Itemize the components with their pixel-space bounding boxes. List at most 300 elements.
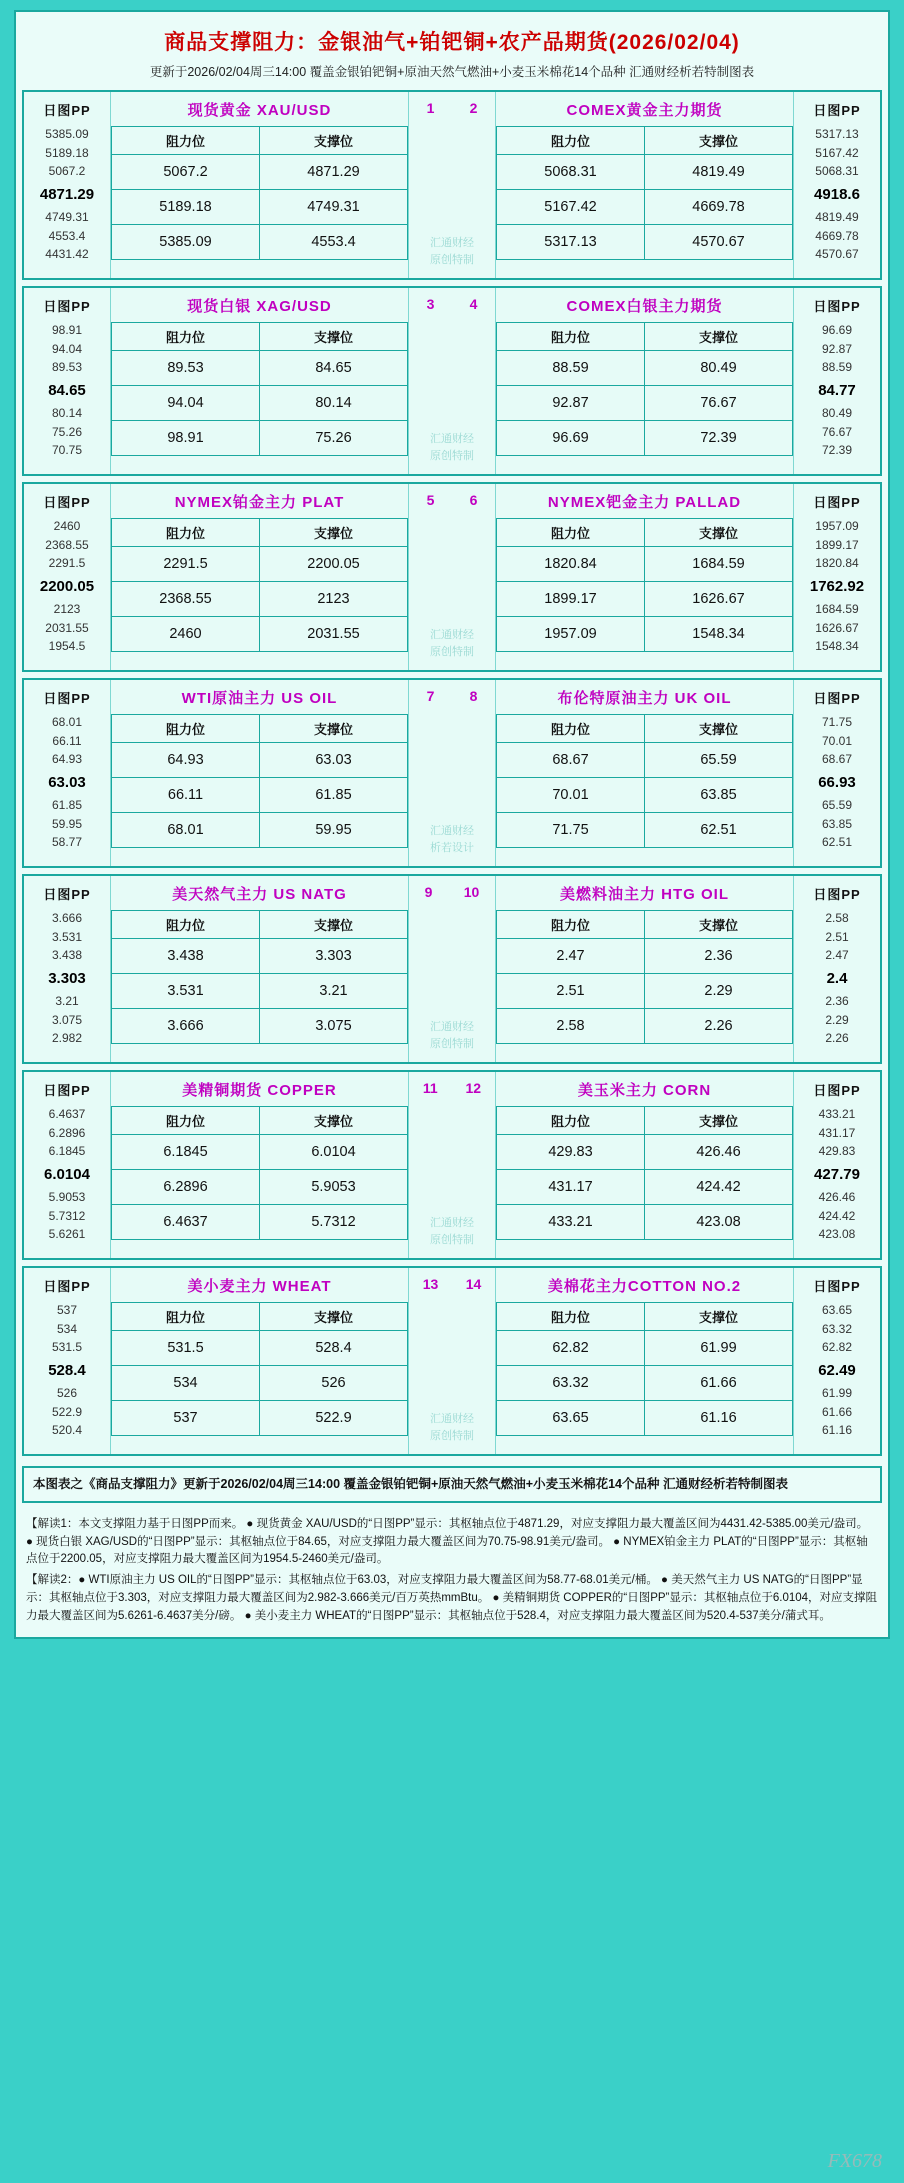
pivot-level-value: 6.2896 bbox=[48, 1125, 86, 1140]
support-value: 3.303 bbox=[260, 939, 408, 974]
resistance-value: 63.32 bbox=[497, 1366, 645, 1401]
support-value: 61.16 bbox=[645, 1401, 793, 1436]
pivot-level-value: 76.67 bbox=[821, 424, 852, 439]
instrument-pair-block bbox=[22, 286, 882, 476]
pivot-side-left bbox=[24, 92, 111, 278]
table-row bbox=[112, 813, 408, 848]
pp-label: 日图PP bbox=[813, 495, 861, 510]
support-value: 4819.49 bbox=[645, 155, 793, 190]
block-index-numbers bbox=[409, 680, 495, 704]
instrument-name: 美小麦主力 WHEAT bbox=[187, 1278, 332, 1295]
pivot-level-value: 5068.31 bbox=[815, 164, 859, 179]
support-header: 支撑位 bbox=[260, 1303, 408, 1331]
pivot-level-value: 80.14 bbox=[51, 406, 82, 421]
resistance-value: 89.53 bbox=[112, 351, 260, 386]
pivot-level-value: 89.53 bbox=[51, 360, 82, 375]
pivot-side-left bbox=[24, 288, 111, 474]
pivot-level-list bbox=[818, 713, 856, 852]
resistance-value: 1820.84 bbox=[497, 547, 645, 582]
watermark-line: 原创特制 bbox=[430, 449, 474, 462]
support-value: 4570.67 bbox=[645, 225, 793, 260]
resistance-value: 6.4637 bbox=[112, 1205, 260, 1240]
levels-table bbox=[496, 518, 793, 652]
support-header: 支撑位 bbox=[260, 519, 408, 547]
block-center-column bbox=[408, 876, 496, 1062]
pivot-level-value: 1548.34 bbox=[815, 639, 859, 654]
support-value: 522.9 bbox=[260, 1401, 408, 1436]
pivot-level-value: 64.93 bbox=[51, 752, 82, 767]
watermark-line: 汇通财经 bbox=[430, 629, 474, 641]
resistance-header: 阻力位 bbox=[497, 127, 645, 155]
watermark-text bbox=[430, 431, 474, 464]
support-value: 2.29 bbox=[645, 974, 793, 1009]
support-value: 2200.05 bbox=[260, 547, 408, 582]
pivot-level-list bbox=[40, 125, 94, 264]
support-value: 3.075 bbox=[260, 1009, 408, 1044]
watermark-line: 原创特制 bbox=[430, 645, 474, 658]
pivot-level-value: 65.59 bbox=[821, 798, 852, 813]
resistance-value: 531.5 bbox=[112, 1331, 260, 1366]
table-row bbox=[112, 386, 408, 421]
pivot-level-value: 70.75 bbox=[51, 443, 82, 458]
pivot-level-value: 431.17 bbox=[818, 1125, 856, 1140]
support-value: 2.36 bbox=[645, 939, 793, 974]
resistance-value: 534 bbox=[112, 1366, 260, 1401]
watermark-line: 汇通财经 bbox=[430, 1217, 474, 1229]
pivot-level-value: 63.65 bbox=[821, 1303, 852, 1317]
instrument-name: 现货白银 XAG/USD bbox=[187, 298, 332, 315]
support-value: 528.4 bbox=[260, 1331, 408, 1366]
instrument-panel bbox=[111, 1268, 408, 1454]
support-value: 423.08 bbox=[645, 1205, 793, 1240]
support-value: 1626.67 bbox=[645, 582, 793, 617]
support-header: 支撑位 bbox=[645, 911, 793, 939]
watermark-text bbox=[430, 823, 474, 856]
support-value: 4871.29 bbox=[260, 155, 408, 190]
support-header: 支撑位 bbox=[645, 127, 793, 155]
pivot-level-value: 5317.13 bbox=[815, 127, 859, 141]
pivot-level-list bbox=[48, 909, 86, 1048]
table-row bbox=[112, 421, 408, 456]
resistance-value: 2368.55 bbox=[112, 582, 260, 617]
pivot-level-list bbox=[48, 713, 86, 852]
support-value: 72.39 bbox=[645, 421, 793, 456]
table-row bbox=[112, 778, 408, 813]
table-row bbox=[112, 155, 408, 190]
pivot-level-value: 61.85 bbox=[51, 798, 82, 813]
pivot-level-list bbox=[814, 1105, 860, 1244]
pivot-level-value: 3.666 bbox=[51, 911, 82, 925]
pivot-level-value: 4819.49 bbox=[815, 210, 859, 225]
instrument-panel bbox=[496, 1268, 793, 1454]
pivot-level-list bbox=[48, 1301, 86, 1440]
support-header: 支撑位 bbox=[645, 323, 793, 351]
table-row bbox=[112, 225, 408, 260]
table-row bbox=[497, 778, 793, 813]
pivot-level-value: 61.16 bbox=[821, 1423, 852, 1438]
pivot-level-value: 537 bbox=[56, 1303, 77, 1317]
block-center-column bbox=[408, 1268, 496, 1454]
pivot-level-value: 68.67 bbox=[821, 752, 852, 767]
pivot-point-value: 2.4 bbox=[826, 969, 848, 987]
support-value: 2.26 bbox=[645, 1009, 793, 1044]
pivot-level-value: 424.42 bbox=[818, 1208, 856, 1223]
block-center-column bbox=[408, 92, 496, 278]
block-index-right: 4 bbox=[469, 296, 478, 312]
resistance-value: 1957.09 bbox=[497, 617, 645, 652]
table-row bbox=[112, 1331, 408, 1366]
pivot-level-value: 5.7312 bbox=[48, 1208, 86, 1223]
pivot-level-value: 534 bbox=[56, 1321, 77, 1336]
levels-table bbox=[111, 714, 408, 848]
resistance-value: 5167.42 bbox=[497, 190, 645, 225]
block-index-left: 5 bbox=[426, 492, 435, 508]
pivot-point-value: 4871.29 bbox=[39, 185, 95, 203]
pivot-level-value: 3.531 bbox=[51, 929, 82, 944]
instrument-pair-block bbox=[22, 90, 882, 280]
table-row bbox=[112, 582, 408, 617]
instrument-name: COMEX白银主力期货 bbox=[566, 298, 723, 315]
pivot-level-value: 3.075 bbox=[51, 1012, 82, 1027]
pivot-level-value: 423.08 bbox=[818, 1227, 856, 1242]
instrument-pair-block bbox=[22, 1266, 882, 1456]
support-value: 5.9053 bbox=[260, 1170, 408, 1205]
resistance-value: 5067.2 bbox=[112, 155, 260, 190]
resistance-value: 2.51 bbox=[497, 974, 645, 1009]
instrument-pair-block bbox=[22, 678, 882, 868]
table-row bbox=[497, 617, 793, 652]
block-center-column bbox=[408, 680, 496, 866]
support-value: 61.66 bbox=[645, 1366, 793, 1401]
support-header: 支撑位 bbox=[645, 715, 793, 743]
pp-label: 日图PP bbox=[43, 299, 91, 314]
instrument-panel bbox=[496, 484, 793, 670]
pivot-point-value: 427.79 bbox=[814, 1165, 860, 1183]
pivot-level-list bbox=[48, 321, 86, 460]
resistance-value: 3.666 bbox=[112, 1009, 260, 1044]
watermark-line: 原创特制 bbox=[430, 1037, 474, 1050]
table-row bbox=[497, 1331, 793, 1366]
pivot-level-value: 63.32 bbox=[821, 1321, 852, 1336]
table-row bbox=[112, 547, 408, 582]
resistance-value: 2291.5 bbox=[112, 547, 260, 582]
instrument-name: NYMEX钯金主力 PALLAD bbox=[547, 494, 742, 511]
pivot-level-value: 1626.67 bbox=[815, 620, 859, 635]
pivot-side-right bbox=[793, 1072, 880, 1258]
support-value: 61.99 bbox=[645, 1331, 793, 1366]
support-value: 80.14 bbox=[260, 386, 408, 421]
watermark-line: 原创特制 bbox=[430, 1233, 474, 1246]
pivot-level-value: 531.5 bbox=[51, 1340, 82, 1355]
pivot-level-value: 1899.17 bbox=[815, 537, 859, 552]
pp-label: 日图PP bbox=[813, 103, 861, 118]
resistance-header: 阻力位 bbox=[497, 1107, 645, 1135]
table-row bbox=[497, 386, 793, 421]
report-sheet bbox=[14, 10, 890, 1639]
pivot-point-value: 84.65 bbox=[48, 381, 86, 399]
instrument-panel bbox=[111, 680, 408, 866]
instrument-panel bbox=[111, 92, 408, 278]
pivot-level-value: 2031.55 bbox=[45, 620, 89, 635]
support-header: 支撑位 bbox=[645, 1303, 793, 1331]
table-row bbox=[497, 190, 793, 225]
table-row bbox=[112, 617, 408, 652]
table-row bbox=[112, 1205, 408, 1240]
pivot-level-value: 71.75 bbox=[821, 715, 852, 729]
pp-label: 日图PP bbox=[43, 691, 91, 706]
instrument-pair-block bbox=[22, 874, 882, 1064]
support-value: 65.59 bbox=[645, 743, 793, 778]
instrument-panel bbox=[496, 288, 793, 474]
block-index-right: 14 bbox=[465, 1276, 482, 1292]
levels-table bbox=[496, 126, 793, 260]
instrument-name: 现货黄金 XAU/USD bbox=[187, 102, 332, 119]
pivot-level-value: 429.83 bbox=[818, 1144, 856, 1159]
resistance-header: 阻力位 bbox=[497, 519, 645, 547]
support-value: 2031.55 bbox=[260, 617, 408, 652]
pivot-level-value: 4749.31 bbox=[45, 210, 89, 225]
levels-table bbox=[111, 1106, 408, 1240]
pivot-level-value: 62.82 bbox=[821, 1340, 852, 1355]
pivot-level-value: 88.59 bbox=[821, 360, 852, 375]
support-value: 59.95 bbox=[260, 813, 408, 848]
resistance-value: 68.01 bbox=[112, 813, 260, 848]
watermark-text bbox=[430, 235, 474, 268]
support-value: 84.65 bbox=[260, 351, 408, 386]
watermark-line: 汇通财经 bbox=[430, 825, 474, 837]
pivot-point-value: 62.49 bbox=[818, 1361, 856, 1379]
pivot-level-value: 522.9 bbox=[51, 1404, 82, 1419]
block-index-left: 1 bbox=[426, 100, 435, 116]
instrument-panel bbox=[111, 1072, 408, 1258]
levels-table bbox=[111, 126, 408, 260]
pivot-level-value: 2.58 bbox=[825, 911, 849, 925]
support-value: 80.49 bbox=[645, 351, 793, 386]
pivot-side-right bbox=[793, 1268, 880, 1454]
support-value: 526 bbox=[260, 1366, 408, 1401]
pivot-level-value: 1684.59 bbox=[815, 602, 859, 617]
instrument-panel bbox=[496, 1072, 793, 1258]
instrument-name: 美玉米主力 CORN bbox=[577, 1082, 712, 1099]
support-header: 支撑位 bbox=[260, 323, 408, 351]
resistance-value: 6.1845 bbox=[112, 1135, 260, 1170]
resistance-header: 阻力位 bbox=[497, 715, 645, 743]
pivot-level-list bbox=[818, 321, 856, 460]
pp-label: 日图PP bbox=[813, 1279, 861, 1294]
instrument-name: 布伦特原油主力 UK OIL bbox=[557, 690, 732, 707]
block-center-column bbox=[408, 484, 496, 670]
pivot-level-value: 2368.55 bbox=[45, 537, 89, 552]
block-index-right: 2 bbox=[469, 100, 478, 116]
resistance-value: 66.11 bbox=[112, 778, 260, 813]
instrument-name: 美天然气主力 US NATG bbox=[172, 886, 347, 903]
watermark-text bbox=[430, 1019, 474, 1052]
instrument-panel bbox=[111, 484, 408, 670]
pivot-level-value: 6.4637 bbox=[48, 1107, 86, 1121]
pivot-level-value: 59.95 bbox=[51, 816, 82, 831]
watermark-line: 原创特制 bbox=[430, 1429, 474, 1442]
block-index-left: 11 bbox=[422, 1080, 438, 1096]
resistance-value: 68.67 bbox=[497, 743, 645, 778]
pivot-side-left bbox=[24, 680, 111, 866]
levels-table bbox=[111, 518, 408, 652]
pivot-level-value: 1820.84 bbox=[815, 556, 859, 571]
resistance-value: 70.01 bbox=[497, 778, 645, 813]
pivot-side-right bbox=[793, 876, 880, 1062]
pivot-point-value: 6.0104 bbox=[44, 1165, 90, 1183]
resistance-value: 5317.13 bbox=[497, 225, 645, 260]
pivot-level-value: 2.29 bbox=[825, 1012, 849, 1027]
table-row bbox=[497, 421, 793, 456]
support-value: 2123 bbox=[260, 582, 408, 617]
pivot-side-right bbox=[793, 92, 880, 278]
resistance-value: 71.75 bbox=[497, 813, 645, 848]
block-index-numbers bbox=[409, 92, 495, 116]
instrument-name: COMEX黄金主力期货 bbox=[566, 102, 723, 119]
support-value: 62.51 bbox=[645, 813, 793, 848]
levels-table bbox=[496, 714, 793, 848]
pivot-level-list bbox=[814, 125, 860, 264]
pivot-level-value: 3.21 bbox=[55, 994, 79, 1009]
pivot-point-value: 1762.92 bbox=[809, 577, 865, 595]
levels-table bbox=[111, 1302, 408, 1436]
pp-label: 日图PP bbox=[813, 691, 861, 706]
table-row bbox=[497, 939, 793, 974]
resistance-value: 3.438 bbox=[112, 939, 260, 974]
instrument-pair-block bbox=[22, 1070, 882, 1260]
levels-table bbox=[496, 322, 793, 456]
pivot-level-value: 2.982 bbox=[51, 1031, 82, 1046]
block-index-left: 7 bbox=[426, 688, 435, 704]
pivot-level-value: 5.6261 bbox=[48, 1227, 86, 1242]
instrument-panel bbox=[496, 680, 793, 866]
instrument-panel bbox=[111, 288, 408, 474]
watermark-line: 析若设计 bbox=[430, 841, 474, 854]
block-center-column bbox=[408, 1072, 496, 1258]
levels-table bbox=[496, 910, 793, 1044]
block-index-left: 9 bbox=[424, 884, 433, 900]
pivot-level-value: 5385.09 bbox=[45, 127, 89, 141]
pp-label: 日图PP bbox=[813, 887, 861, 902]
pivot-level-value: 94.04 bbox=[51, 341, 82, 356]
resistance-value: 1899.17 bbox=[497, 582, 645, 617]
resistance-header: 阻力位 bbox=[497, 323, 645, 351]
resistance-value: 92.87 bbox=[497, 386, 645, 421]
watermark-text bbox=[430, 1215, 474, 1248]
table-row bbox=[497, 582, 793, 617]
block-index-right: 8 bbox=[469, 688, 478, 704]
block-index-right: 12 bbox=[465, 1080, 482, 1096]
block-center-column bbox=[408, 288, 496, 474]
resistance-header: 阻力位 bbox=[112, 323, 260, 351]
levels-table bbox=[111, 910, 408, 1044]
page-title: 商品支撑阻力：金银油气+铂钯铜+农产品期货(2026/02/04) bbox=[164, 31, 740, 54]
pivot-point-value: 2200.05 bbox=[39, 577, 95, 595]
resistance-header: 阻力位 bbox=[112, 127, 260, 155]
resistance-value: 88.59 bbox=[497, 351, 645, 386]
table-row bbox=[497, 351, 793, 386]
support-value: 63.03 bbox=[260, 743, 408, 778]
pivot-level-value: 5.9053 bbox=[48, 1190, 86, 1205]
resistance-value: 5068.31 bbox=[497, 155, 645, 190]
block-index-right: 10 bbox=[463, 884, 480, 900]
resistance-value: 537 bbox=[112, 1401, 260, 1436]
block-index-numbers bbox=[409, 1268, 495, 1292]
pivot-level-value: 4570.67 bbox=[815, 247, 859, 262]
watermark-line: 汇通财经 bbox=[430, 1021, 474, 1033]
pivot-side-left bbox=[24, 1268, 111, 1454]
watermark-text bbox=[430, 1411, 474, 1444]
support-value: 4553.4 bbox=[260, 225, 408, 260]
instrument-name: 美精铜期货 COPPER bbox=[182, 1082, 337, 1099]
pivot-level-value: 72.39 bbox=[821, 443, 852, 458]
block-index-numbers bbox=[409, 1072, 495, 1096]
pivot-level-value: 4431.42 bbox=[45, 247, 89, 262]
blocks-container bbox=[16, 90, 888, 1462]
resistance-header: 阻力位 bbox=[497, 1303, 645, 1331]
watermark-line: 汇通财经 bbox=[430, 237, 474, 249]
resistance-value: 2.58 bbox=[497, 1009, 645, 1044]
table-row bbox=[112, 190, 408, 225]
pivot-side-left bbox=[24, 484, 111, 670]
instrument-name: 美棉花主力COTTON NO.2 bbox=[547, 1278, 742, 1295]
support-value: 1548.34 bbox=[645, 617, 793, 652]
support-header: 支撑位 bbox=[645, 519, 793, 547]
instrument-name: NYMEX铂金主力 PLAT bbox=[174, 494, 345, 511]
instrument-name: 美燃料油主力 HTG OIL bbox=[560, 886, 729, 903]
pivot-level-value: 433.21 bbox=[818, 1107, 856, 1121]
pivot-level-value: 4553.4 bbox=[48, 228, 86, 243]
support-value: 4669.78 bbox=[645, 190, 793, 225]
support-value: 6.0104 bbox=[260, 1135, 408, 1170]
pivot-level-value: 61.99 bbox=[821, 1386, 852, 1401]
resistance-header: 阻力位 bbox=[112, 911, 260, 939]
pp-label: 日图PP bbox=[813, 299, 861, 314]
support-value: 426.46 bbox=[645, 1135, 793, 1170]
pivot-side-left bbox=[24, 1072, 111, 1258]
resistance-header: 阻力位 bbox=[112, 715, 260, 743]
pp-label: 日图PP bbox=[43, 103, 91, 118]
table-row bbox=[112, 1170, 408, 1205]
table-row bbox=[497, 225, 793, 260]
instrument-name: WTI原油主力 US OIL bbox=[181, 690, 338, 707]
pivot-level-value: 520.4 bbox=[51, 1423, 82, 1438]
support-header: 支撑位 bbox=[260, 715, 408, 743]
pivot-point-value: 66.93 bbox=[818, 773, 856, 791]
watermark-text bbox=[430, 627, 474, 660]
pivot-level-value: 75.26 bbox=[51, 424, 82, 439]
pivot-level-value: 426.46 bbox=[818, 1190, 856, 1205]
pivot-level-value: 2.47 bbox=[825, 948, 849, 963]
pivot-level-value: 5189.18 bbox=[45, 145, 89, 160]
table-row bbox=[112, 743, 408, 778]
table-row bbox=[112, 974, 408, 1009]
page-subtitle: 更新于2026/02/04周三14:00 覆盖金银铂钯铜+原油天然气燃油+小麦玉米棉花14个品种 汇通财经析若特制图表 bbox=[149, 65, 755, 79]
table-row bbox=[497, 1366, 793, 1401]
pivot-level-list bbox=[810, 517, 864, 656]
block-index-right: 6 bbox=[469, 492, 478, 508]
pivot-point-value: 528.4 bbox=[48, 1361, 86, 1379]
watermark-line: 原创特制 bbox=[430, 253, 474, 266]
pivot-level-list bbox=[825, 909, 848, 1048]
pivot-level-value: 1954.5 bbox=[48, 639, 86, 654]
pivot-side-left bbox=[24, 876, 111, 1062]
pivot-level-value: 70.01 bbox=[821, 733, 852, 748]
resistance-value: 2460 bbox=[112, 617, 260, 652]
table-row bbox=[497, 1135, 793, 1170]
pivot-level-value: 1957.09 bbox=[815, 519, 859, 533]
instrument-panel bbox=[496, 92, 793, 278]
